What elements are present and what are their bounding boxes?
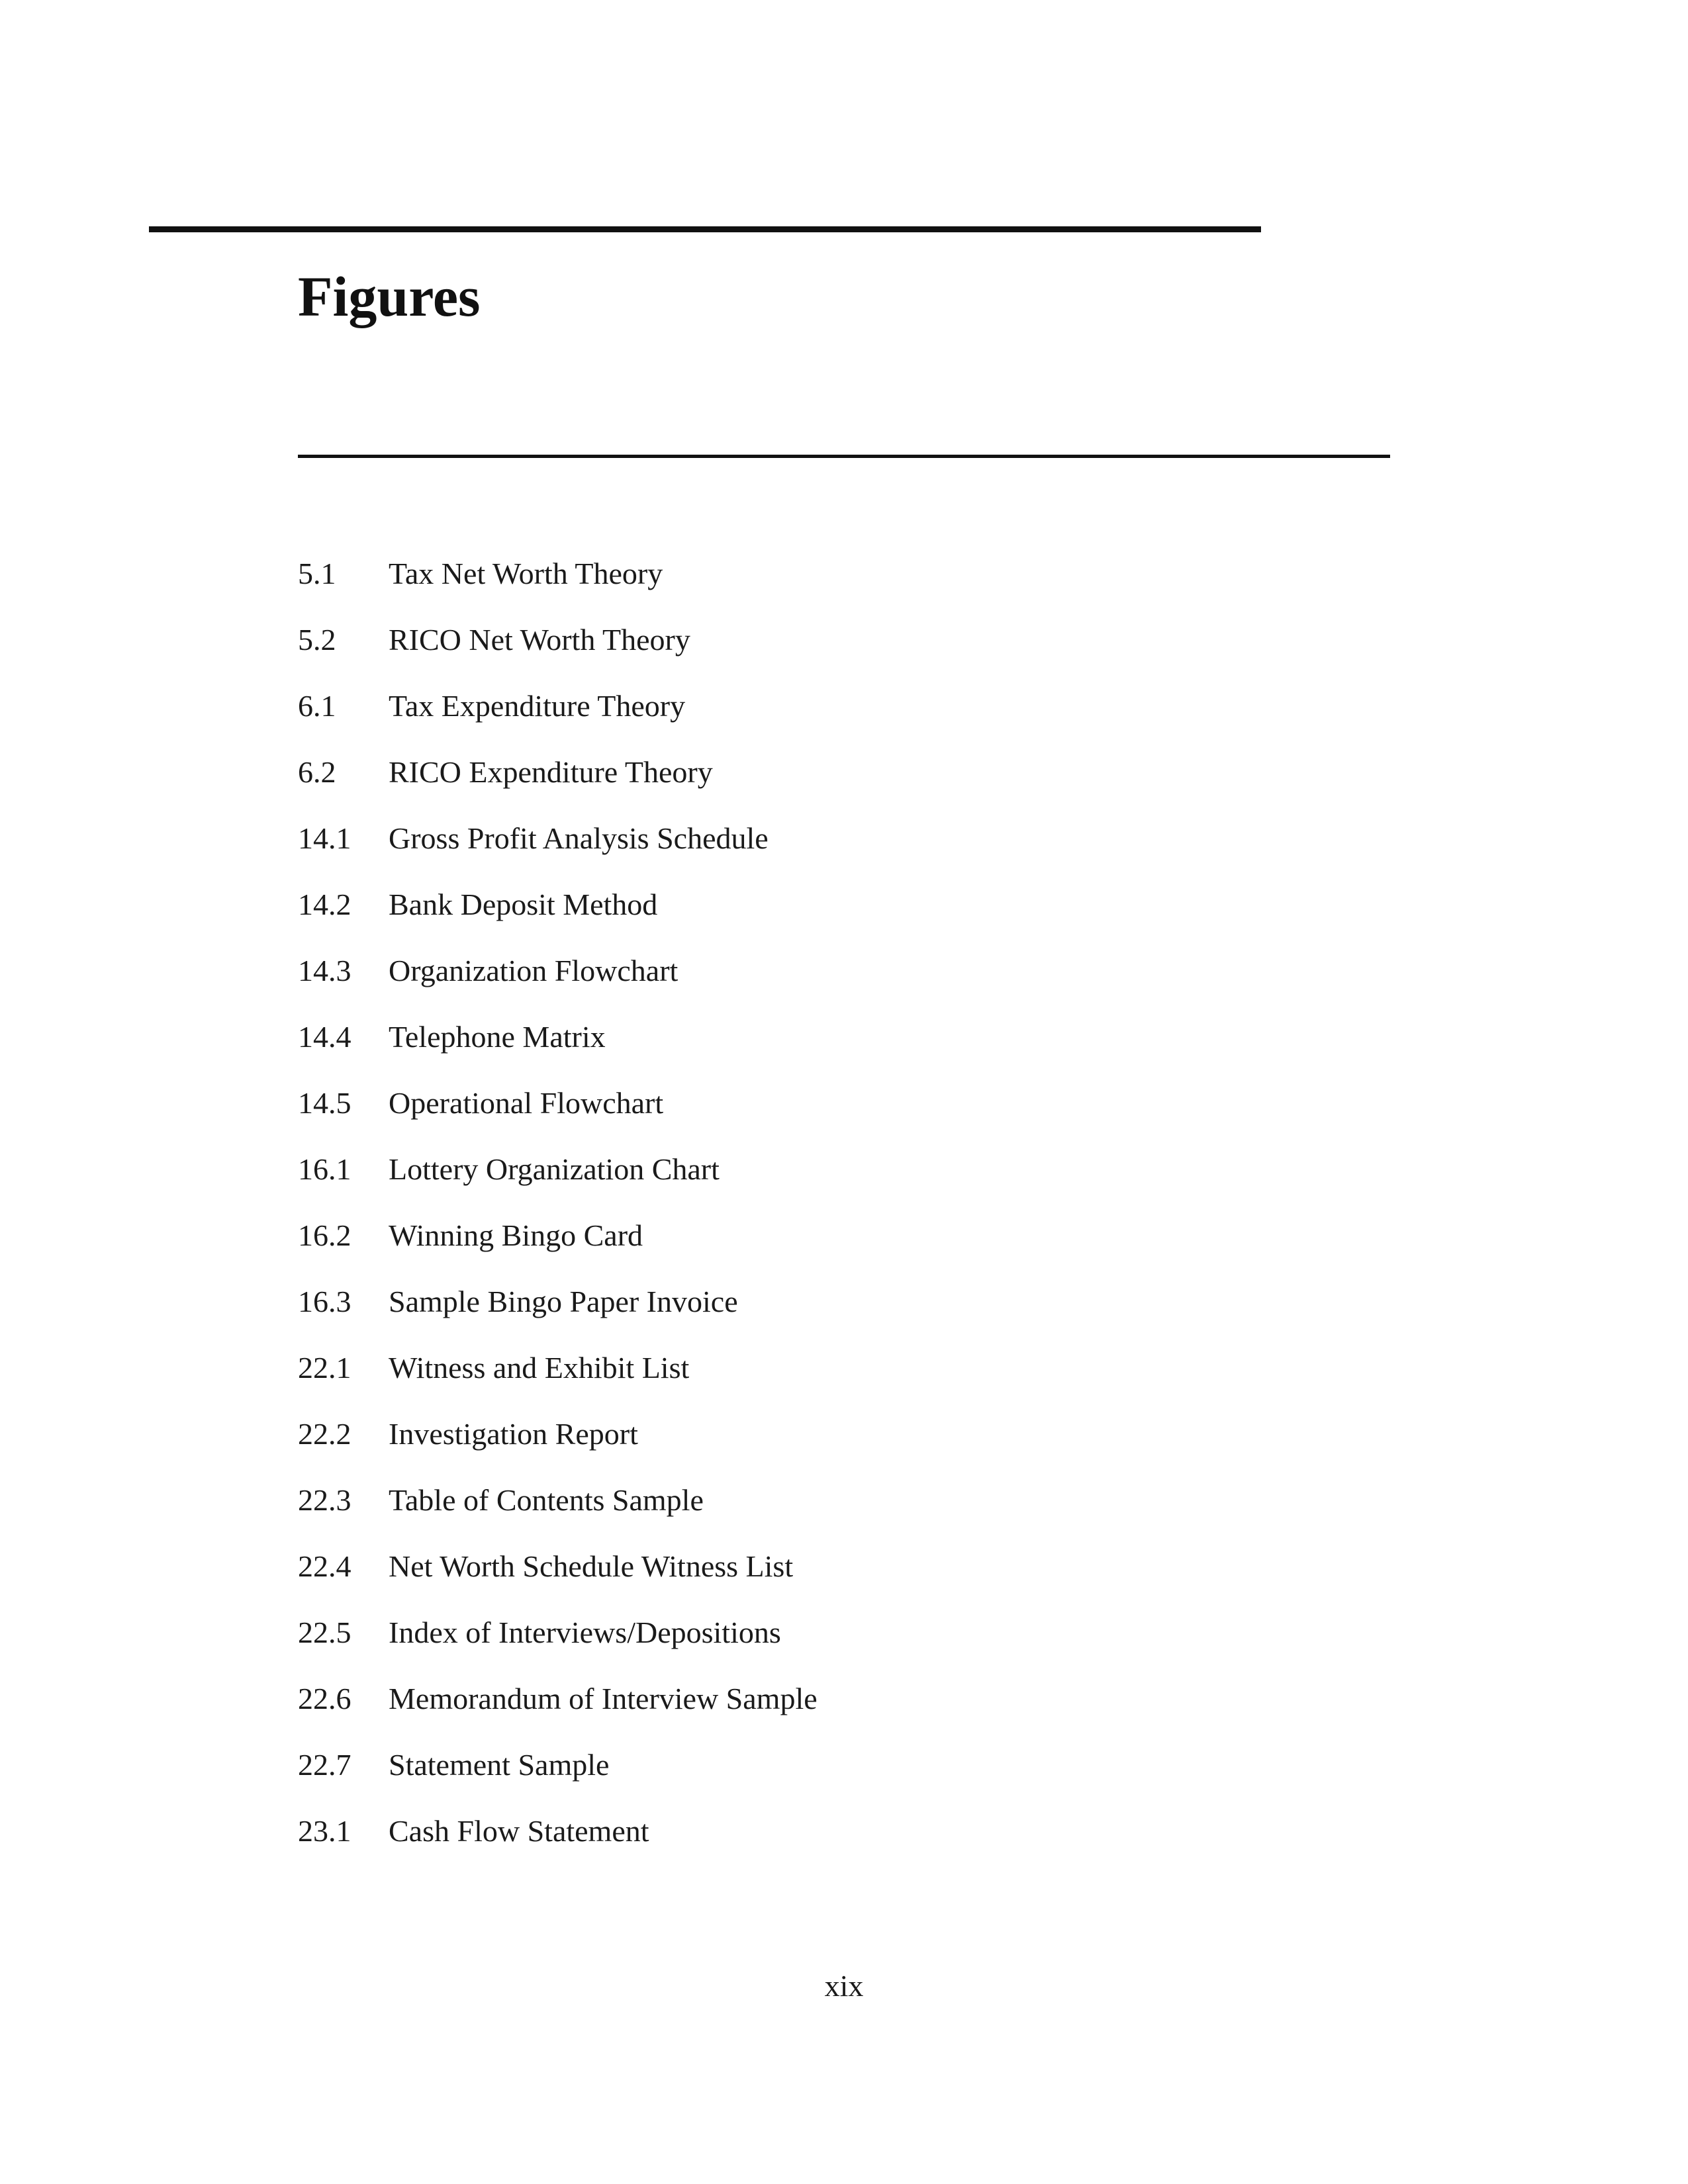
figure-title: Telephone Matrix	[389, 1020, 606, 1054]
figure-number: 22.4	[298, 1549, 352, 1583]
figure-entry[interactable]	[298, 1146, 818, 1212]
figure-number: 22.6	[298, 1682, 352, 1715]
title-rule	[298, 455, 1390, 458]
figure-entry[interactable]	[298, 882, 818, 948]
figure-list	[298, 551, 818, 1874]
figure-entry[interactable]	[298, 749, 818, 815]
figure-entry[interactable]	[298, 1742, 818, 1808]
figure-entry[interactable]	[298, 1543, 818, 1610]
figure-entry[interactable]	[298, 815, 818, 882]
figure-number: 14.5	[298, 1086, 352, 1120]
figure-title: Investigation Report	[389, 1417, 638, 1451]
figure-number: 22.1	[298, 1351, 352, 1385]
figure-entry[interactable]	[298, 1411, 818, 1477]
figure-title: Index of Interviews/Depositions	[389, 1615, 781, 1649]
figure-title: Statement Sample	[389, 1748, 610, 1782]
figure-number: 14.3	[298, 954, 352, 987]
figure-title: RICO Net Worth Theory	[389, 623, 690, 657]
figure-entry[interactable]	[298, 1808, 818, 1874]
figure-title: Gross Profit Analysis Schedule	[389, 821, 769, 855]
figure-entry[interactable]	[298, 1279, 818, 1345]
page-number: xix	[824, 1969, 864, 2003]
figure-title: Lottery Organization Chart	[389, 1152, 720, 1186]
figure-title: Net Worth Schedule Witness List	[389, 1549, 794, 1583]
figure-entry[interactable]	[298, 1610, 818, 1676]
figure-number: 14.2	[298, 887, 352, 921]
figure-number: 6.1	[298, 689, 336, 723]
figure-number: 16.3	[298, 1285, 352, 1318]
figure-number: 16.1	[298, 1152, 352, 1186]
figure-title: Winning Bingo Card	[389, 1218, 643, 1252]
figure-title: Organization Flowchart	[389, 954, 679, 987]
figure-number: 22.2	[298, 1417, 352, 1451]
figure-number: 5.1	[298, 557, 336, 590]
figure-title: RICO Expenditure Theory	[389, 755, 713, 789]
figure-number: 23.1	[298, 1814, 352, 1848]
figure-number: 14.1	[298, 821, 352, 855]
figure-title: Bank Deposit Method	[389, 887, 658, 921]
figure-entry[interactable]	[298, 551, 818, 617]
figure-title: Cash Flow Statement	[389, 1814, 649, 1848]
figure-entry[interactable]	[298, 617, 818, 683]
figure-entry[interactable]	[298, 1345, 818, 1411]
figure-entry[interactable]	[298, 683, 818, 749]
figure-entry[interactable]	[298, 1477, 818, 1543]
figure-title: Witness and Exhibit List	[389, 1351, 690, 1385]
figure-title: Tax Net Worth Theory	[389, 557, 663, 590]
figure-number: 5.2	[298, 623, 336, 657]
figure-title: Tax Expenditure Theory	[389, 689, 686, 723]
figure-number: 14.4	[298, 1020, 352, 1054]
figure-number: 16.2	[298, 1218, 352, 1252]
figure-number: 22.3	[298, 1483, 352, 1517]
figure-entry[interactable]	[298, 1212, 818, 1279]
figure-entry[interactable]	[298, 1014, 818, 1080]
figure-entry[interactable]	[298, 1676, 818, 1742]
figure-entry[interactable]	[298, 948, 818, 1014]
top-rule	[149, 226, 1261, 232]
figure-number: 22.7	[298, 1748, 352, 1782]
figure-number: 6.2	[298, 755, 336, 789]
page-title: Figures	[298, 265, 481, 328]
figure-entry[interactable]	[298, 1080, 818, 1146]
figure-title: Sample Bingo Paper Invoice	[389, 1285, 738, 1318]
figure-title: Table of Contents Sample	[389, 1483, 704, 1517]
figure-number: 22.5	[298, 1615, 352, 1649]
figure-title: Memorandum of Interview Sample	[389, 1682, 818, 1715]
figure-title: Operational Flowchart	[389, 1086, 664, 1120]
